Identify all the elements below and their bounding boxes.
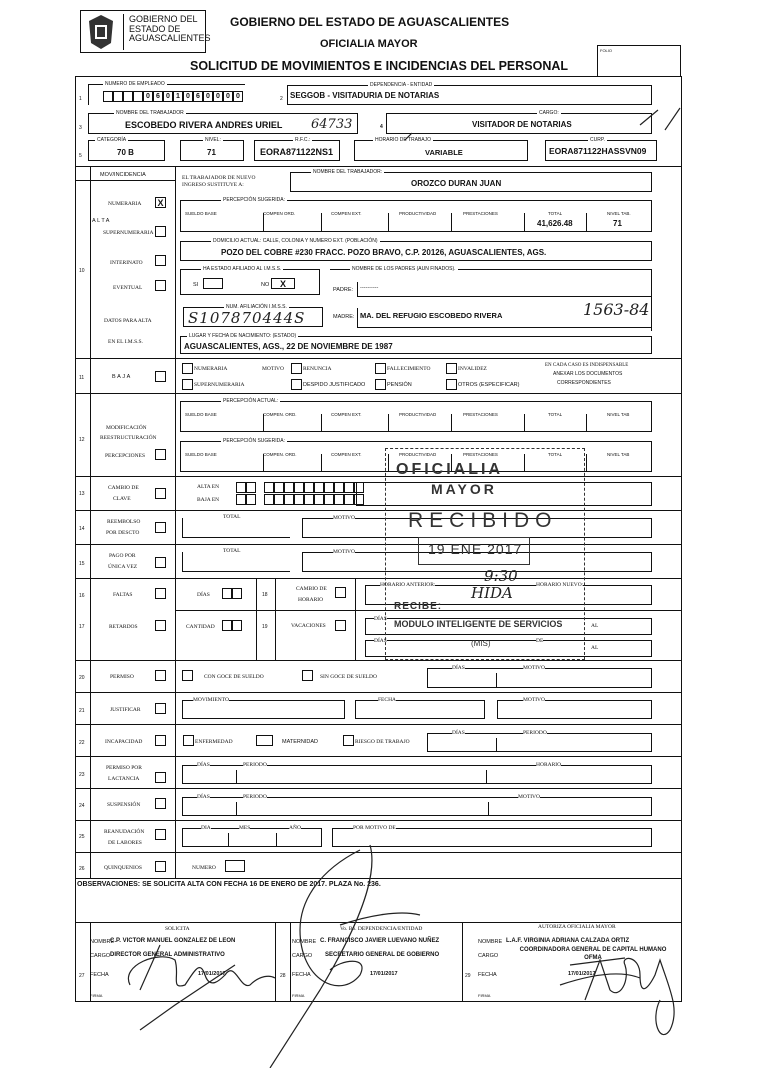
vacaciones-period-2[interactable]: DÍAS DE AL xyxy=(365,640,652,657)
document-subtitle: OFICIALIA MAYOR xyxy=(320,38,418,50)
padres-field: NOMBRE DE LOS PADRES (AUN FINADOS). PADRE: ---------- MADRE: MA. DEL REFUGIO ESCOBEDO RIVERA 1563-84 xyxy=(330,269,652,331)
clave-cell[interactable] xyxy=(284,494,294,505)
reembolso-motivo-field[interactable]: MOTIVO xyxy=(302,518,652,538)
clave-cell[interactable] xyxy=(246,482,256,493)
justificar-checkbox[interactable] xyxy=(155,703,166,714)
dependencia-field[interactable]: DEPENDENCIA - ENTIDAD SEGGOB - VISITADURIA DE NOTARIAS xyxy=(287,85,652,105)
maternidad-checkbox[interactable] xyxy=(256,735,273,746)
employee-number-digit[interactable]: 6 xyxy=(153,91,163,102)
con-goce-checkbox[interactable] xyxy=(182,670,193,681)
categoria-field[interactable]: CATEGORÍA 70 B xyxy=(88,140,165,161)
column-label: TOTAL xyxy=(548,452,563,457)
clave-cell[interactable] xyxy=(334,494,344,505)
employee-number-digit[interactable]: 0 xyxy=(203,91,213,102)
reembolso-total-field[interactable]: TOTAL xyxy=(182,518,290,538)
enfermedad-checkbox[interactable] xyxy=(183,735,194,746)
clave-cell[interactable] xyxy=(344,494,354,505)
column-label: COMPEN. ORD. xyxy=(263,452,297,457)
observaciones[interactable]: OBSERVACIONES: SE SOLICITA ALTA CON FECHA 16 DE ENERO DE 2017. PLAZA No. 236. xyxy=(77,881,381,888)
lactancia-field[interactable]: DÍAS PERIODO HORARIO xyxy=(182,765,652,784)
pago-total-field[interactable]: TOTAL xyxy=(182,552,290,572)
employee-number-digit[interactable]: 1 xyxy=(173,91,183,102)
nivel-field[interactable]: NIVEL: 71 xyxy=(180,140,244,161)
substitute-name-field[interactable]: NOMBRE DEL TRABAJADOR: OROZCO DURAN JUAN xyxy=(290,172,652,192)
signature-block-solicita: SOLICITA NOMBRE C.P. VICTOR MANUEL GONZALEZ DE LEON CARGO DIRECTOR GENERAL ADMINISTRATIVO FECHA 17/01/2017 FIRMA xyxy=(90,926,236,998)
reembolso-checkbox[interactable] xyxy=(155,522,166,533)
clave-cell[interactable] xyxy=(324,494,334,505)
clave-cell[interactable] xyxy=(304,494,314,505)
horario-change-field[interactable]: HORARIO ANTERIOR: HORARIO NUEVO: xyxy=(365,585,652,605)
reanudacion-checkbox[interactable] xyxy=(155,829,166,840)
employee-number-digit[interactable]: 0 xyxy=(223,91,233,102)
imss-no-checkbox[interactable]: X xyxy=(271,278,295,289)
crest-icon xyxy=(85,13,117,51)
fecha-field[interactable]: FECHA xyxy=(355,700,485,719)
clave-cell[interactable] xyxy=(284,482,294,493)
percepcion-actual[interactable]: PERCEPCIÓN ACTUAL: SUELDO BASE COMPEN. ORD. COMPEN EXT. PRODUCTIVIDAD PRESTACIONES TOTAL NIVEL TAB xyxy=(180,401,652,432)
lactancia-checkbox[interactable] xyxy=(155,772,166,783)
interinato-checkbox[interactable] xyxy=(155,255,166,266)
clave-cell[interactable] xyxy=(236,482,246,493)
quinquenios-numero-field[interactable] xyxy=(225,860,245,872)
logo xyxy=(80,10,211,53)
horario-field[interactable]: HORARIO DE TRABAJO VARIABLE xyxy=(354,140,528,161)
column-label: PRESTACIONES xyxy=(463,412,498,417)
employee-number-digit[interactable]: 0 xyxy=(213,91,223,102)
clave-cell[interactable] xyxy=(334,482,344,493)
riesgo-trabajo-checkbox[interactable] xyxy=(343,735,354,746)
suspension-checkbox[interactable] xyxy=(155,798,166,809)
column-label: NIVEL TAB xyxy=(607,452,630,457)
employee-number-digit[interactable] xyxy=(133,91,143,102)
pension-checkbox[interactable] xyxy=(375,379,386,390)
retardos-checkbox[interactable] xyxy=(155,620,166,631)
faltas-checkbox[interactable] xyxy=(155,588,166,599)
signature-block-vobo: Vo. Bo. DEPENDENCIA/ENTIDAD NOMBRE C. FRANCISCO JAVIER LUEVANO NUÑEZ CARGO SECRETARIO GENERAL DE GOBIERNO FECHA 17/01/2017 FIRMA xyxy=(292,926,440,998)
retardos-cantidad-cell[interactable] xyxy=(222,620,232,631)
imss-number-field[interactable]: NUM. AFILIACIÓN I.M.S.S. S107870444S xyxy=(183,307,323,327)
clave-cell[interactable] xyxy=(314,494,324,505)
movimiento-field[interactable]: MOVIMIENTO xyxy=(182,700,345,719)
imss-si-checkbox[interactable] xyxy=(203,278,223,289)
clave-cell[interactable] xyxy=(294,482,304,493)
column-label: NIVEL TAB xyxy=(607,412,630,417)
employee-number-digit[interactable]: 0 xyxy=(143,91,153,102)
column-label: PRODUCTIVIDAD xyxy=(399,412,437,417)
eventual-checkbox[interactable] xyxy=(155,280,166,291)
clave-cell[interactable] xyxy=(246,494,256,505)
supernumeraria-checkbox[interactable] xyxy=(155,226,166,237)
clave-cell[interactable] xyxy=(344,482,354,493)
otros-checkbox[interactable] xyxy=(446,379,457,390)
clave-cell[interactable] xyxy=(304,482,314,493)
employee-number-digit[interactable]: 0 xyxy=(163,91,173,102)
domicilio-field[interactable]: DOMICILIO ACTUAL: CALLE, COLONIA Y NUMERO EXT. (POBLACIÓN) POZO DEL COBRE #230 FRACC. POZO BRAVO, C.P. 20126, AGUASCALIENTES, AGS. xyxy=(180,241,652,261)
cargo-field[interactable]: CARGO: VISITADOR DE NOTARIAS xyxy=(386,113,652,134)
incapacidad-checkbox[interactable] xyxy=(155,735,166,746)
column-label: COMPEN EXT. xyxy=(331,452,362,457)
reanudacion-date-field[interactable]: DIA MES AÑO xyxy=(182,828,322,847)
clave-cell[interactable] xyxy=(324,482,334,493)
column-label: SUELDO BASE xyxy=(185,412,217,417)
percepcion-sugerida-modif[interactable]: PERCEPCIÓN SUGERIDA: SUELDO BASE COMPEN. ORD. COMPEN EXT. PRODUCTIVIDAD PRESTACIONES TOTAL NIVEL TAB xyxy=(180,441,652,472)
column-label: COMPEN EXT. xyxy=(331,412,362,417)
despido-checkbox[interactable] xyxy=(291,379,302,390)
justificar-motivo-field[interactable]: MOTIVO xyxy=(497,700,652,719)
cambio-clave-checkbox[interactable] xyxy=(155,488,166,499)
signature-block-autoriza: AUTORIZA OFICIALIA MAYOR NOMBRE L.A.F. VIRGINIA ADRIANA CALZADA ORTIZ CARGO COORDINADORA GENERAL DE CAPITAL HUMANO OFMA FECHA 17/01/2017 FIRMA xyxy=(478,924,667,998)
clave-cell[interactable] xyxy=(274,494,284,505)
folio-box[interactable]: FOLIO xyxy=(597,45,681,77)
document-title: GOBIERNO DEL ESTADO DE AGUASCALIENTES xyxy=(230,15,510,29)
clave-cell[interactable] xyxy=(274,482,284,493)
pago-unica-vez-checkbox[interactable] xyxy=(155,557,166,568)
logo-text: GOBIERNO DEL xyxy=(129,14,198,24)
baja-supernumeraria-checkbox[interactable] xyxy=(182,379,193,390)
percepciones-checkbox[interactable] xyxy=(155,449,166,460)
received-stamp: OFICIALIA MAYOR RECIBIDO 19 ENE 2017 9:30 HIDA RECIBE: MODULO INTELIGENTE DE SERVICIOS (MIS) xyxy=(385,448,585,660)
employee-number-field[interactable]: NUMERO DE EMPLEADO xyxy=(88,84,245,105)
cambio-horario-checkbox[interactable] xyxy=(335,587,346,598)
pago-motivo-field[interactable]: MOTIVO xyxy=(302,552,652,572)
employee-number-digit[interactable]: 0 xyxy=(233,91,243,102)
suspension-field[interactable]: DÍAS PERIODO MOTIVO xyxy=(182,797,652,816)
column-label: SUELDO BASE xyxy=(185,452,217,457)
worker-name-field[interactable]: NOMBRE DEL TRABAJADOR ESCOBEDO RIVERA ANDRES URIEL 64733 xyxy=(88,113,358,134)
numeraria-checkbox[interactable]: X xyxy=(155,197,166,208)
baja-numeraria-checkbox[interactable] xyxy=(182,363,193,374)
column-label: TOTAL xyxy=(548,412,563,417)
form-title: SOLICITUD DE MOVIMIENTOS E INCIDENCIAS DEL PERSONAL xyxy=(190,59,569,73)
faltas-dias-cell[interactable] xyxy=(232,588,242,599)
quinquenios-checkbox[interactable] xyxy=(155,861,166,872)
employee-number-digit[interactable] xyxy=(113,91,123,102)
column-label: PRESTACIONES xyxy=(463,452,498,457)
vacaciones-checkbox[interactable] xyxy=(335,620,346,631)
baja-checkbox[interactable] xyxy=(155,371,166,382)
permiso-checkbox[interactable] xyxy=(155,670,166,681)
permiso-dias-motivo-field[interactable]: DÍAS MOTIVO xyxy=(427,668,652,688)
employee-number-digit[interactable] xyxy=(103,91,113,102)
padre-field[interactable]: ---------- xyxy=(357,282,651,297)
employee-number-digit[interactable]: 6 xyxy=(193,91,203,102)
retardos-cantidad-cell[interactable] xyxy=(232,620,242,631)
madre-field[interactable]: MA. DEL REFUGIO ESCOBEDO RIVERA 1563-84 xyxy=(357,308,651,328)
rfc-field[interactable]: R.F.C.: EORA871122NS1 xyxy=(254,140,340,161)
fallecimiento-checkbox[interactable] xyxy=(375,363,386,374)
clave-cell[interactable] xyxy=(294,494,304,505)
reanudacion-motivo-field[interactable]: POR MOTIVO DE xyxy=(332,828,652,847)
birth-place-date-field[interactable]: LUGAR Y FECHA DE NACIMIENTO: (ESTADO) AGUASCALIENTES, AGS., 22 DE NOVIEMBRE DE 1987 xyxy=(180,336,652,354)
clave-cell[interactable] xyxy=(264,482,274,493)
employee-number-digit[interactable]: 0 xyxy=(183,91,193,102)
incapacidad-dias-periodo-field[interactable]: DÍAS PERIODO xyxy=(427,733,652,752)
employee-number-digit[interactable] xyxy=(123,91,133,102)
clave-cell[interactable] xyxy=(236,494,246,505)
vacaciones-period-1[interactable]: DÍAS AL xyxy=(365,618,652,635)
imss-affiliated-field: HA ESTADO AFILIADO AL I.M.S.S. SI NO X xyxy=(180,269,320,295)
column-label: COMPEN. ORD. xyxy=(263,412,297,417)
curp-field[interactable]: CURP. EORA871122HASSVN09 xyxy=(545,140,657,161)
clave-cell[interactable] xyxy=(264,494,274,505)
faltas-dias-cell[interactable] xyxy=(222,588,232,599)
percepcion-sugerida-alta[interactable]: PERCEPCIÓN SUGERIDA: SUELDO BASE COMPEN ORD. COMPEN EXT. PRODUCTIVIDAD PRESTACIONES TOTAL NIVEL TAB. 41,626.48 71 xyxy=(180,200,652,232)
sin-goce-checkbox[interactable] xyxy=(302,670,313,681)
logo-text: AGUASCALIENTES xyxy=(129,33,211,43)
column-label: PRODUCTIVIDAD xyxy=(399,452,437,457)
invalidez-checkbox[interactable] xyxy=(446,363,457,374)
clave-cell[interactable] xyxy=(314,482,324,493)
logo-text: ESTADO DE xyxy=(129,23,181,34)
renuncia-checkbox[interactable] xyxy=(291,363,302,374)
